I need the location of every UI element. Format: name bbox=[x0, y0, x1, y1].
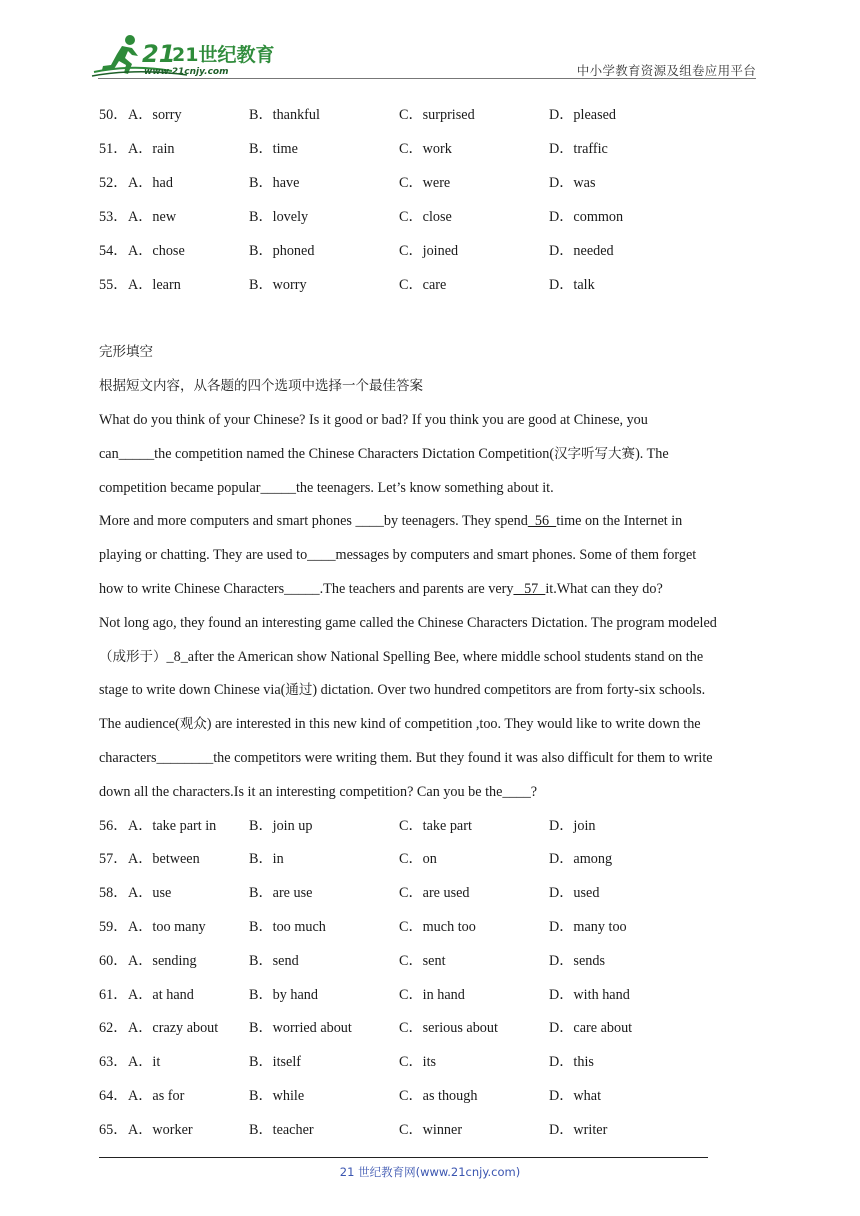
blank-number: _8_ bbox=[166, 649, 188, 665]
option-b: B．while bbox=[249, 1088, 305, 1104]
question-number: 65． bbox=[99, 1122, 128, 1138]
option-d: D．was bbox=[549, 175, 596, 191]
svg-text:21: 21 bbox=[142, 40, 176, 68]
option-a: A．had bbox=[128, 175, 173, 191]
passage-chinese-gloss: （成形于） bbox=[99, 649, 167, 665]
option-a: A．sorry bbox=[128, 107, 182, 123]
option-b: B．send bbox=[249, 953, 299, 969]
option-d: D．join bbox=[549, 818, 596, 834]
option-d: D．among bbox=[549, 851, 613, 867]
passage-line: down all the characters.Is it an interesting competition? Can you be the____? bbox=[99, 784, 538, 800]
passage-text: The audience( bbox=[99, 716, 180, 732]
question-number: 52． bbox=[99, 175, 128, 191]
passage-chinese-gloss: 通过 bbox=[285, 682, 313, 698]
passage-line: Not long ago, they found an interesting game called the Chinese Characters Dictation. The program modeled bbox=[99, 615, 717, 631]
option-c: C．joined bbox=[399, 243, 459, 259]
question-number: 53． bbox=[99, 209, 128, 225]
question-number: 50． bbox=[99, 107, 128, 123]
header-divider bbox=[98, 78, 756, 79]
option-b: B．teacher bbox=[249, 1122, 314, 1138]
option-a: A．use bbox=[128, 885, 172, 901]
passage-text: More and more computers and smart phones ____by teenagers. They spend bbox=[99, 513, 528, 529]
option-c: C．work bbox=[399, 141, 452, 157]
option-a: A．it bbox=[128, 1054, 161, 1070]
passage-text: time on the Internet in bbox=[556, 513, 683, 529]
option-b: B．worried about bbox=[249, 1020, 352, 1036]
option-b: B．are use bbox=[249, 885, 313, 901]
option-c: C．take part bbox=[399, 818, 472, 834]
passage-text: ) dictation. Over two hundred competitors are from forty-six schools. bbox=[312, 682, 706, 698]
passage-line: playing or chatting. They are used to____messages by computers and smart phones. Some of them forget bbox=[99, 547, 697, 563]
option-d: D．traffic bbox=[549, 141, 608, 157]
option-a: A．sending bbox=[128, 953, 197, 969]
option-a: A．at hand bbox=[128, 987, 194, 1003]
option-b: B．in bbox=[249, 851, 284, 867]
passage-chinese-gloss: 观众 bbox=[179, 716, 207, 732]
option-b: B．too much bbox=[249, 919, 326, 935]
option-c: C．care bbox=[399, 277, 447, 293]
passage-text: ). The bbox=[635, 446, 669, 462]
passage-text: after the American show National Spelling Bee, where middle school students stand on the bbox=[187, 649, 704, 665]
option-c: C．are used bbox=[399, 885, 470, 901]
passage-text: ) are interested in this new kind of competition ,too. They would like to write down the bbox=[206, 716, 701, 732]
option-b: B．itself bbox=[249, 1054, 302, 1070]
question-number: 51． bbox=[99, 141, 128, 157]
option-b: B．lovely bbox=[249, 209, 309, 225]
passage-chinese-gloss: 汉字听写大赛 bbox=[554, 446, 636, 462]
option-d: D．what bbox=[549, 1088, 602, 1104]
question-number: 62． bbox=[99, 1020, 128, 1036]
option-a: A．new bbox=[128, 209, 177, 225]
passage-line: characters________the competitors were writing them. But they found it was also difficult for them to write bbox=[99, 750, 713, 766]
option-d: D．talk bbox=[549, 277, 595, 293]
question-number: 64． bbox=[99, 1088, 128, 1104]
option-d: D．common bbox=[549, 209, 624, 225]
passage-text: can_____the competition named the Chinese Characters Dictation Competition( bbox=[99, 446, 555, 462]
option-a: A．rain bbox=[128, 141, 175, 157]
option-b: B．time bbox=[249, 141, 298, 157]
option-d: D．writer bbox=[549, 1122, 608, 1138]
option-d: D．used bbox=[549, 885, 600, 901]
option-a: A．too many bbox=[128, 919, 206, 935]
site-logo[interactable] bbox=[92, 34, 275, 80]
option-c: C．close bbox=[399, 209, 452, 225]
option-a: A．worker bbox=[128, 1122, 193, 1138]
question-number: 59． bbox=[99, 919, 128, 935]
option-b: B．phoned bbox=[249, 243, 315, 259]
blank-number: 56 bbox=[527, 513, 557, 529]
option-b: B．thankful bbox=[249, 107, 320, 123]
passage-line bbox=[99, 714, 701, 734]
passage-text: it.What can they do? bbox=[545, 581, 663, 597]
passage-line: What do you think of your Chinese? Is it good or bad? If you think you are good at Chinese, you bbox=[99, 412, 648, 428]
site-tagline: 中小学教育资源及组卷应用平台 bbox=[576, 63, 756, 78]
option-c: C．on bbox=[399, 851, 437, 867]
question-number: 57． bbox=[99, 851, 128, 867]
option-c: C．its bbox=[399, 1054, 437, 1070]
option-a: A．as for bbox=[128, 1088, 185, 1104]
passage-line bbox=[99, 647, 703, 667]
question-number: 61． bbox=[99, 987, 128, 1003]
question-number: 55． bbox=[99, 277, 128, 293]
option-c: C．as though bbox=[399, 1088, 478, 1104]
option-a: A．crazy about bbox=[128, 1020, 219, 1036]
option-d: D．needed bbox=[549, 243, 614, 259]
section-instruction: 根据短文内容，从各题的四个选项中选择一个最佳答案 bbox=[99, 378, 423, 394]
option-b: B．by hand bbox=[249, 987, 318, 1003]
option-c: C．much too bbox=[399, 919, 476, 935]
question-number: 58． bbox=[99, 885, 128, 901]
footer-link[interactable]: 21 世纪教育网(www.21cnjy.com) bbox=[339, 1165, 521, 1179]
question-number: 54． bbox=[99, 243, 128, 259]
footer-divider bbox=[99, 1157, 708, 1158]
option-b: B．worry bbox=[249, 277, 307, 293]
page-header bbox=[0, 0, 860, 80]
option-d: D．this bbox=[549, 1054, 594, 1070]
passage-line bbox=[99, 680, 705, 700]
option-c: C．surprised bbox=[399, 107, 475, 123]
passage-line bbox=[99, 579, 663, 599]
passage-text: how to write Chinese Characters_____.The teachers and parents are very bbox=[99, 581, 514, 597]
option-b: B．have bbox=[249, 175, 300, 191]
option-d: D．pleased bbox=[549, 107, 616, 123]
passage-text: stage to write down Chinese via( bbox=[99, 682, 286, 698]
option-c: C．in hand bbox=[399, 987, 465, 1003]
option-c: C．winner bbox=[399, 1122, 463, 1138]
logo-brand-text: 21世纪教育 bbox=[172, 44, 275, 66]
passage-line bbox=[99, 444, 669, 464]
option-a: A．learn bbox=[128, 277, 181, 293]
option-a: A．between bbox=[128, 851, 200, 867]
option-d: D．with hand bbox=[549, 987, 630, 1003]
section-title: 完形填空 bbox=[99, 344, 153, 360]
passage-line: competition became popular_____the teenagers. Let’s know something about it. bbox=[99, 480, 554, 496]
option-c: C．were bbox=[399, 175, 451, 191]
option-a: A．take part in bbox=[128, 818, 217, 834]
passage-line bbox=[99, 511, 682, 531]
option-d: D．many too bbox=[549, 919, 627, 935]
option-b: B．join up bbox=[249, 818, 313, 834]
option-d: D．care about bbox=[549, 1020, 633, 1036]
runner-logo-icon bbox=[92, 34, 275, 80]
svg-text:www.21cnjy.com: www.21cnjy.com bbox=[144, 67, 229, 77]
question-number: 63． bbox=[99, 1054, 128, 1070]
blank-number: 57 bbox=[513, 581, 546, 597]
question-number: 56． bbox=[99, 818, 128, 834]
question-number: 60． bbox=[99, 953, 128, 969]
option-c: C．sent bbox=[399, 953, 446, 969]
option-a: A．chose bbox=[128, 243, 185, 259]
option-d: D．sends bbox=[549, 953, 605, 969]
option-c: C．serious about bbox=[399, 1020, 498, 1036]
